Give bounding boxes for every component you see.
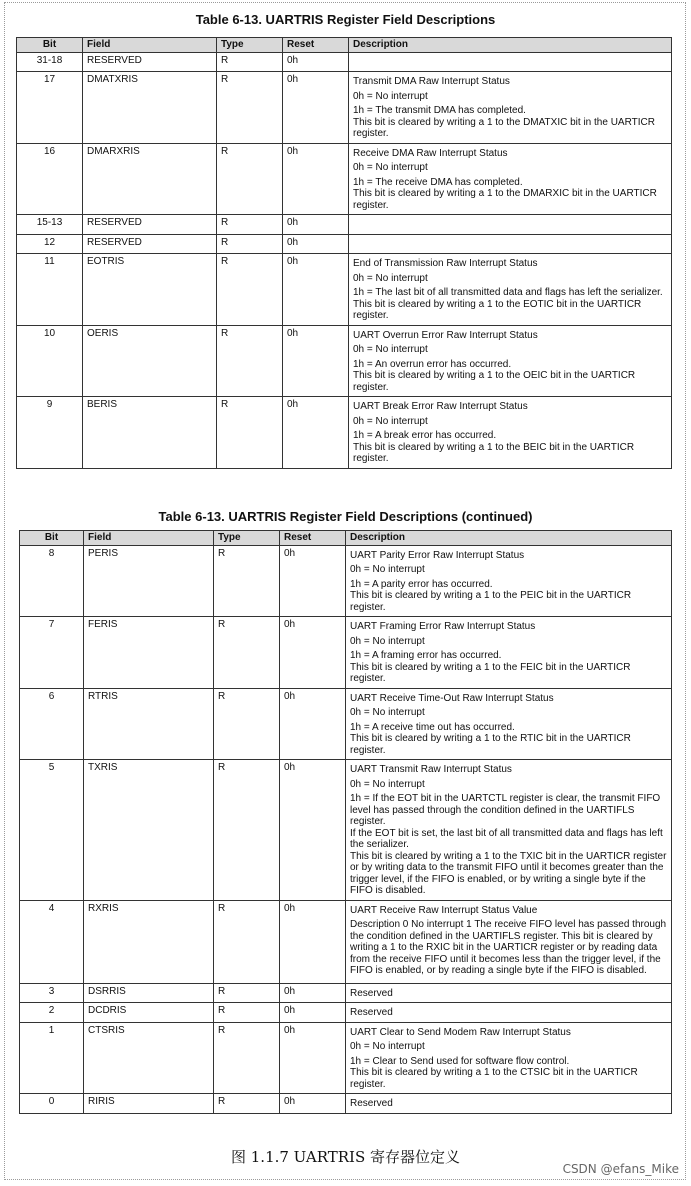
cell-description [346,1022,672,1094]
cell-description [346,617,672,689]
cell-type: R [214,1022,280,1094]
cell-description [349,52,672,72]
description-line: This bit is cleared by writing a 1 to the OEIC bit in the UARTICR register. [353,370,636,393]
table1-body [17,52,672,468]
description-line: Reserved [350,1098,393,1109]
cell-bit: 8 [20,545,84,617]
cell-field: EOTRIS [83,254,217,326]
figure-caption: 图 1.1.7 UARTRIS 寄存器位定义 [230,1148,460,1166]
cell-reset: 0h [280,617,346,689]
table-row [20,983,672,1003]
cell-bit: 15-13 [17,215,83,235]
cell-bit: 16 [17,143,83,215]
description-line: UART Break Error Raw Interrupt Status [353,401,528,412]
description-line: UART Parity Error Raw Interrupt Status [350,549,525,561]
cell-field: DMARXRIS [83,143,217,215]
cell-reset: 0h [280,900,346,983]
cell-field: DMATXRIS [83,72,217,144]
cell-type: R [214,760,280,901]
cell-description [346,760,672,901]
description-line: 1h = The last bit of all transmitted data and flags has left the serializer. [353,287,663,298]
cell-type: R [217,72,283,144]
table-row [17,143,672,215]
description-line: This bit is cleared by writing a 1 to the DMARXIC bit in the UARTICR register. [353,188,657,211]
header-field: Field [84,531,214,546]
description-line: 1h = If the EOT bit in the UARTCTL register is clear, the transmit FIFO level has passed through the condition defined in the UARTIFLS register. [350,793,661,827]
description-line: 0h = No interrupt [350,1041,425,1052]
description-line: This bit is cleared by writing a 1 to the RTIC bit in the UARTICR register. [350,733,631,756]
description-line: 1h = A parity error has occurred. [350,578,493,590]
description-line: This bit is cleared by writing a 1 to the CTSIC bit in the UARTICR register. [350,1067,638,1090]
table2-header-row [20,531,672,546]
table-row [17,397,672,469]
cell-field: TXRIS [84,760,214,901]
description-line: Reserved [350,987,393,999]
cell-reset: 0h [280,983,346,1003]
description-line: 1h = A break error has occurred. [353,430,497,441]
cell-field: RESERVED [83,52,217,72]
cell-type: R [217,397,283,469]
table-row [20,1022,672,1094]
cell-reset: 0h [280,545,346,617]
table1 [16,37,672,469]
cell-bit: 31-18 [17,52,83,72]
description-line: 1h = The receive DMA has completed. [353,176,523,188]
description-line: 0h = No interrupt [350,564,425,575]
cell-type: R [217,215,283,235]
table2-body [20,545,672,1113]
description-line: UART Framing Error Raw Interrupt Status [350,621,536,632]
table-row [17,234,672,254]
cell-field: FERIS [84,617,214,689]
header-reset: Reset [283,38,349,53]
cell-type: R [214,545,280,617]
description-line: End of Transmission Raw Interrupt Status [353,258,538,269]
cell-field: RXRIS [84,900,214,983]
cell-type: R [214,617,280,689]
cell-reset: 0h [283,325,349,397]
cell-description [346,983,672,1003]
table-row [20,900,672,983]
header-reset: Reset [280,531,346,546]
cell-reset: 0h [283,143,349,215]
description-line: Receive DMA Raw Interrupt Status [353,147,508,159]
header-type: Type [214,531,280,546]
table-row [20,545,672,617]
cell-type: R [217,254,283,326]
cell-description [346,545,672,617]
cell-type: R [217,234,283,254]
cell-type: R [214,1003,280,1023]
description-line: 0h = No interrupt [353,162,428,173]
cell-description [346,900,672,983]
cell-reset: 0h [280,760,346,901]
table1-title: Table 6-13. UARTRIS Register Field Descriptions [195,12,496,27]
header-type: Type [217,38,283,53]
cell-bit: 11 [17,254,83,326]
cell-field: RTRIS [84,688,214,760]
cell-bit: 17 [17,72,83,144]
cell-description [349,143,672,215]
cell-description [349,72,672,144]
cell-type: R [214,900,280,983]
cell-bit: 12 [17,234,83,254]
table-row [20,1094,672,1114]
cell-description [346,1003,672,1023]
cell-bit: 6 [20,688,84,760]
cell-reset: 0h [283,52,349,72]
cell-reset: 0h [283,215,349,235]
description-line: UART Receive Time-Out Raw Interrupt Status [350,692,554,704]
table-row [17,215,672,235]
cell-reset: 0h [283,72,349,144]
cell-description [349,397,672,469]
cell-reset: 0h [280,688,346,760]
description-line: 1h = The transmit DMA has completed. [353,105,526,116]
description-line: UART Clear to Send Modem Raw Interrupt Status [350,1026,571,1038]
cell-reset: 0h [283,397,349,469]
description-line: 0h = No interrupt [353,344,428,355]
cell-reset: 0h [283,254,349,326]
cell-field: OERIS [83,325,217,397]
description-line: 0h = No interrupt [350,778,425,790]
cell-type: R [214,983,280,1003]
description-line: 0h = No interrupt [353,415,428,427]
cell-field: RESERVED [83,234,217,254]
cell-field: DSRRIS [84,983,214,1003]
cell-field: DCDRIS [84,1003,214,1023]
cell-type: R [217,143,283,215]
description-line: Transmit DMA Raw Interrupt Status [353,76,510,87]
watermark: CSDN @efans_Mike [562,1162,679,1176]
header-description: Description [346,531,672,546]
cell-description [349,215,672,235]
cell-description [349,254,672,326]
table-row [17,325,672,397]
cell-bit: 4 [20,900,84,983]
description-line: 1h = An overrun error has occurred. [353,358,512,370]
cell-bit: 0 [20,1094,84,1114]
cell-bit: 7 [20,617,84,689]
cell-type: R [217,325,283,397]
description-line: 1h = A framing error has occurred. [350,650,502,661]
cell-bit: 1 [20,1022,84,1094]
description-line: If the EOT bit is set, the last bit of all transmitted data and flags has left the serializer. [350,827,663,850]
header-bit: Bit [20,531,84,546]
cell-description [346,1094,672,1114]
cell-type: R [217,52,283,72]
cell-field: PERIS [84,545,214,617]
description-line: 0h = No interrupt [353,90,428,102]
cell-type: R [214,688,280,760]
description-line: Reserved [350,1007,393,1018]
table-row [17,72,672,144]
cell-type: R [214,1094,280,1114]
description-line: UART Receive Raw Interrupt Status Value [350,904,538,916]
cell-field: BERIS [83,397,217,469]
description-line: This bit is cleared by writing a 1 to the FEIC bit in the UARTICR register. [350,661,631,684]
table-row [20,760,672,901]
description-line: This bit is cleared by writing a 1 to the DMATXIC bit in the UARTICR register. [353,116,655,139]
table-row [17,254,672,326]
cell-reset: 0h [280,1094,346,1114]
cell-description [349,234,672,254]
description-line: 1h = Clear to Send used for software flow control. [350,1055,570,1067]
description-line: This bit is cleared by writing a 1 to the BEIC bit in the UARTICR register. [353,441,635,464]
header-field: Field [83,38,217,53]
cell-bit: 10 [17,325,83,397]
description-line: Description 0 No interrupt 1 The receive FIFO level has passed through the condition defined in the UARTIFLS register. This bit is cleared by writing a 1 to the RXIC bit in the UARTICR register or by reading data from the receive FIFO until it becomes less than the trigger level, if the FIFO is enabled, or by reading a single byte if the FIFO is disabled. [350,919,667,976]
description-line: This bit is cleared by writing a 1 to the TXIC bit in the UARTICR register or by writing data to the transmit FIFO until it becomes greater than the trigger level, if the FIFO is enabled, or by writing a single byte if the FIFO is disabled. [350,850,667,896]
description-line: 0h = No interrupt [350,635,425,647]
cell-description [346,688,672,760]
description-line: This bit is cleared by writing a 1 to the PEIC bit in the UARTICR register. [350,590,632,613]
description-line: UART Overrun Error Raw Interrupt Status [353,329,538,341]
table-row [20,688,672,760]
cell-bit: 3 [20,983,84,1003]
cell-bit: 9 [17,397,83,469]
cell-field: CTSRIS [84,1022,214,1094]
description-line: This bit is cleared by writing a 1 to the EOTIC bit in the UARTICR register. [353,298,642,321]
table-row [20,1003,672,1023]
table2 [19,530,672,1114]
cell-reset: 0h [280,1022,346,1094]
cell-bit: 5 [20,760,84,901]
cell-reset: 0h [280,1003,346,1023]
table-row [20,617,672,689]
cell-reset: 0h [283,234,349,254]
table2-title: Table 6-13. UARTRIS Register Field Descriptions (continued) [158,509,533,524]
header-bit: Bit [17,38,83,53]
description-line: 0h = No interrupt [350,707,425,718]
cell-bit: 2 [20,1003,84,1023]
header-description: Description [349,38,672,53]
description-line: 1h = A receive time out has occurred. [350,721,515,733]
cell-field: RESERVED [83,215,217,235]
description-line: 0h = No interrupt [353,272,428,284]
description-line: UART Transmit Raw Interrupt Status [350,764,512,775]
cell-field: RIRIS [84,1094,214,1114]
table-row [17,52,672,72]
table1-header-row [17,38,672,53]
cell-description [349,325,672,397]
